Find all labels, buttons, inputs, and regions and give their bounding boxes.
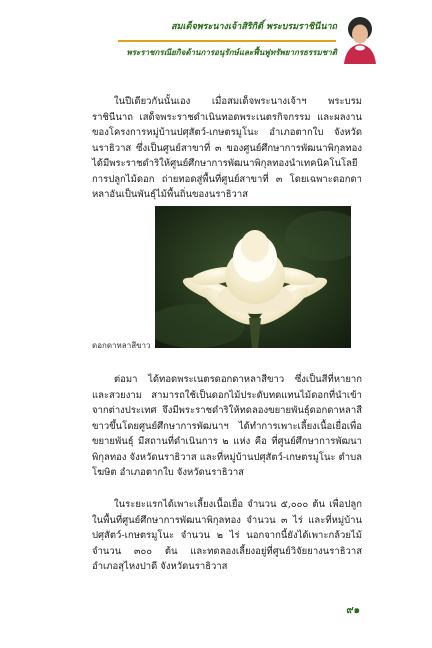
page-number: ๙๑ — [346, 605, 360, 616]
flower-photo — [155, 206, 351, 348]
header-subtitle: พระราชกรณียกิจด้านการอนุรักษ์และฟื้นฟูทรัพยากรธรรมชาติ — [126, 48, 337, 57]
header-title: สมเด็จพระนางเจ้าสิริกิติ์ พระบรมราชินีนาถ — [171, 22, 337, 32]
header-rule — [118, 40, 336, 42]
body-paragraph-3: ในระยะแรกได้เพาะเลี้ยงเนื้อเยื่อ จำนวน ๕,๐๐๐ ต้น เพื่อปลูกในพื้นที่ศูนย์ศึกษาการพัฒนาพิกุลทอง จำนวน ๓ ไร่ และที่หมู่บ้านปศุสัตว์-เกษตรมูโนะ จำนวน ๒ ไร่ นอกจากนี้ยังได้เพาะกล้วยไม้ จำนวน ๓๐๐ ต้น และทดลองเลี้ยงอยู่ที่ศูนย์วิจัยยางนราธิวาส อำเภอสุไหงปาดี จังหวัดนราธิวาส — [92, 499, 362, 572]
photo-caption: ดอกดาหลาสีขาว — [92, 341, 151, 350]
page-header — [0, 0, 432, 78]
body-paragraph-1: ในปีเดียวกันนั้นเอง เมื่อสมเด็จพระนางเจ้าฯ พระบรมราชินีนาถ เสด็จพระราชดำเนินทอดพระเนตรกิจกรรม และผลงานของโครงการหมู่บ้านปศุสัตว์-เกษตรมูโนะ อำเภอตากใบ จังหวัดนราธิวาส ซึ่งเป็นศูนย์สาขาที่ ๓ ของศูนย์ศึกษาการพัฒนาพิกุลทอง ได้มีพระราชดำริให้ศูนย์ศึกษาการพัฒนาพิกุลทองนำเทคนิคโนโลยีการปลูกไม้ดอก ถ่ายทอดสู่พื้นที่ศูนย์สาขาที่ ๓ โดยเฉพาะดอกดาหลาอันเป็นพันธุ์ไม้พื้นถิ่นของนราธิวาส — [92, 96, 362, 200]
body-paragraph-2: ต่อมา ได้ทอดพระเนตรดอกดาหลาสีขาว ซึ่งเป็นสีที่หายากและสวยงาม สามารถใช้เป็นดอกไม้ประดับทดแทนไม้ดอกที่นำเข้าจากต่างประเทศ จึงมีพระราชดำริให้ทดลองขยายพันธุ์ดอกดาหลาสีขาวขึ้นโดยศูนย์ศึกษาการพัฒนาฯ ได้ทำการเพาะเลี้ยงเนื้อเยื่อเพื่อขยายพันธุ์ มีสถานที่ดำเนินการ ๒ แห่ง คือ ที่ศูนย์ศึกษาการพัฒนาพิกุลทอง จังหวัดนราธิวาส และที่หมู่บ้านปศุสัตว์-เกษตรมูโนะ ตำบลโฆษิต อำเภอตากใบ จังหวัดนราธิวาส — [92, 374, 362, 478]
portrait-photo — [340, 14, 380, 64]
